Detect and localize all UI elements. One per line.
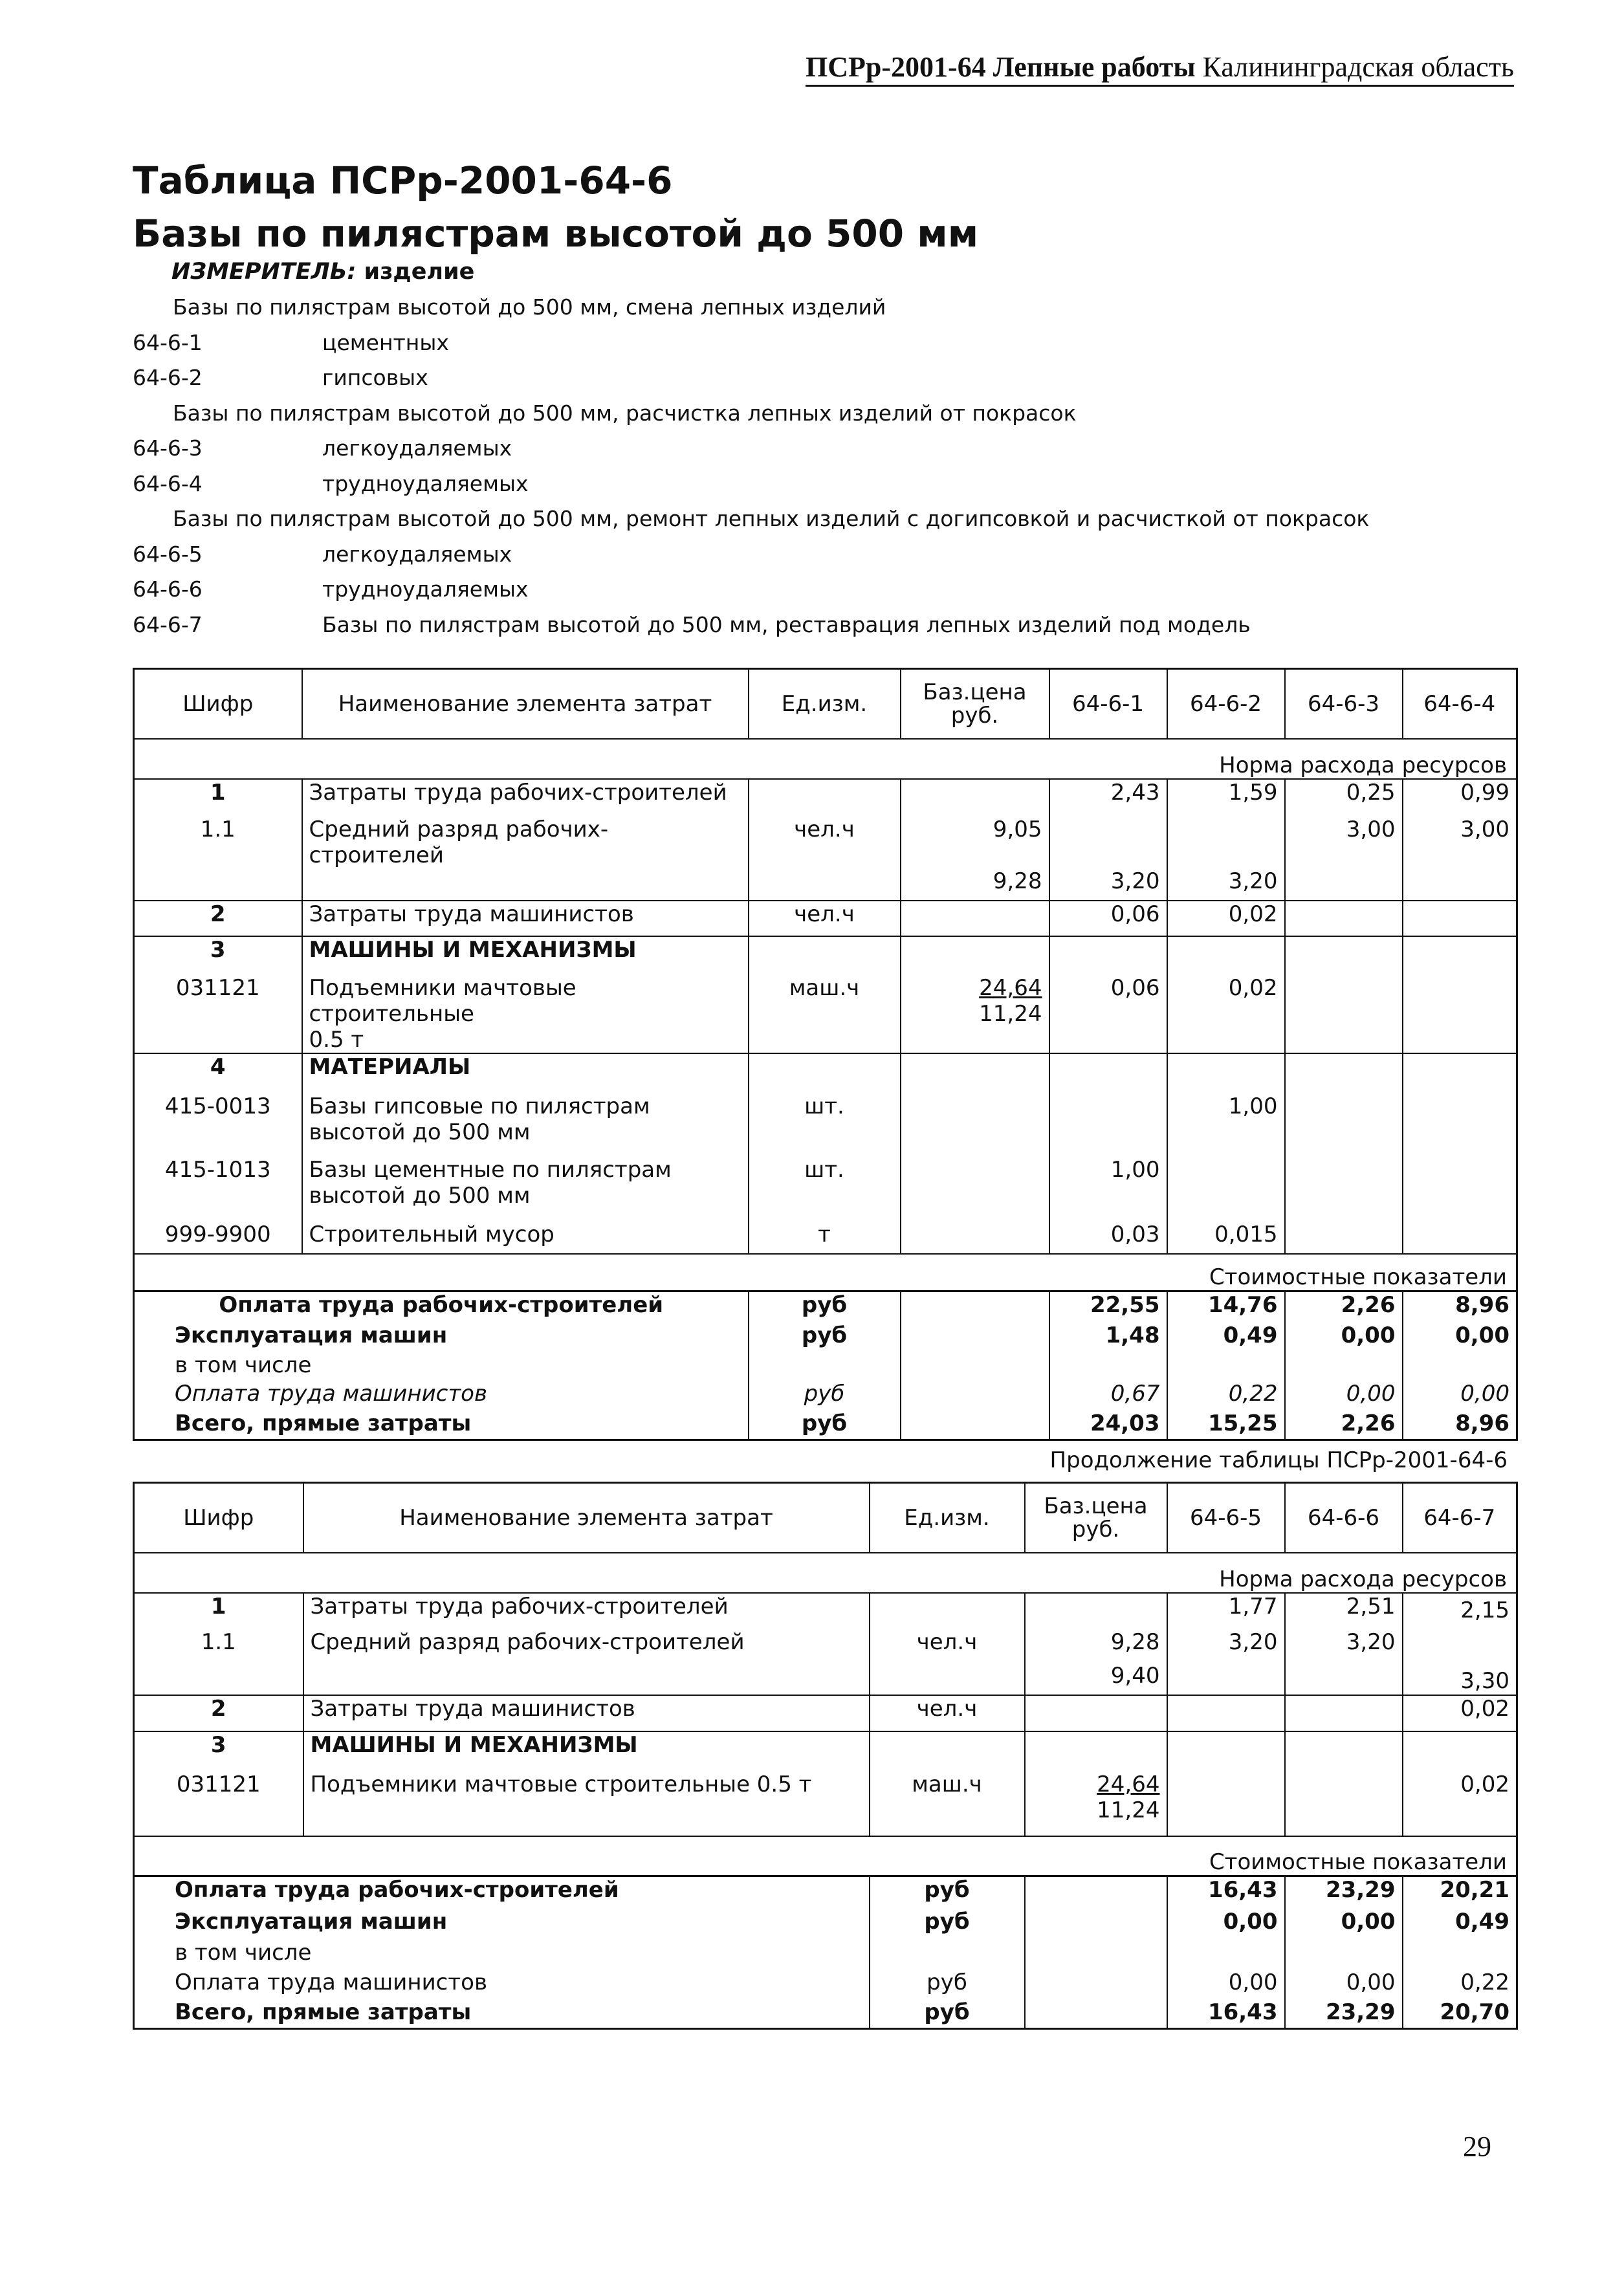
row-value-c4 xyxy=(1403,1222,1517,1254)
desc-group xyxy=(133,501,1491,537)
total-unit: руб xyxy=(749,1291,901,1322)
total-unit xyxy=(870,1940,1025,1969)
row-value-c3 xyxy=(1285,936,1403,975)
total-value-c1: 16,43 xyxy=(1167,1876,1285,1909)
row-unit xyxy=(749,868,901,901)
total-unit: руб xyxy=(749,1410,901,1440)
row-unit: маш.ч xyxy=(870,1772,1025,1836)
col-header-code: Шифр xyxy=(134,1483,303,1553)
col-header-64-6-5: 64-6-5 xyxy=(1167,1483,1285,1553)
row-code xyxy=(134,1663,303,1695)
total-value-c2: 23,29 xyxy=(1285,1876,1403,1909)
measure-unit-value: изделие xyxy=(364,259,475,285)
row-code: 1 xyxy=(134,1593,303,1629)
table-row xyxy=(134,779,1517,817)
desc-item xyxy=(133,360,1491,396)
row-name: Подъемники мачтовые строительные 0.5 т xyxy=(303,1772,870,1836)
row-price: 9,05 xyxy=(901,817,1049,868)
total-price xyxy=(901,1322,1049,1352)
desc-item-code: 64-6-1 xyxy=(133,329,203,355)
row-name-line1: Подъемники мачтовые строительные xyxy=(309,974,576,1027)
total-unit: руб xyxy=(749,1381,901,1410)
page-header xyxy=(806,50,1514,87)
total-name: в том числе xyxy=(134,1940,870,1969)
total-price xyxy=(1025,1969,1167,1999)
total-value-c2: 0,22 xyxy=(1167,1381,1285,1410)
total-row xyxy=(134,1322,1517,1352)
total-name: в том числе xyxy=(134,1352,749,1381)
row-value-c4 xyxy=(1403,1053,1517,1093)
measure-unit-label: ИЗМЕРИТЕЛЬ: xyxy=(171,259,357,285)
row-value-c2: 0,02 xyxy=(1167,901,1285,936)
description-list xyxy=(133,290,1491,642)
row-unit: т xyxy=(749,1222,901,1254)
desc-group xyxy=(133,396,1491,432)
header-work: Лепные работы xyxy=(993,51,1196,83)
resource-table-2 xyxy=(133,1482,1518,2030)
desc-item xyxy=(133,466,1491,502)
total-value-c2: 0,49 xyxy=(1167,1322,1285,1352)
row-value-c3 xyxy=(1285,1093,1403,1157)
desc-item xyxy=(133,431,1491,466)
col-header-code: Шифр xyxy=(134,669,302,739)
total-value-c2 xyxy=(1167,1352,1285,1381)
row-code: 4 xyxy=(134,1053,302,1093)
row-value-c2: 0,02 xyxy=(1167,975,1285,1053)
table-row xyxy=(134,975,1517,1053)
row-name-line2: 0.5 т xyxy=(309,1026,364,1053)
row-value-c2 xyxy=(1285,1663,1403,1695)
col-header-price xyxy=(1025,1483,1167,1553)
total-row xyxy=(134,1410,1517,1440)
page-title xyxy=(133,154,978,260)
row-unit: чел.ч xyxy=(749,901,901,936)
row-value-c1: 3,20 xyxy=(1049,868,1167,901)
total-unit: руб xyxy=(870,1999,1025,2029)
col-header-64-6-3: 64-6-3 xyxy=(1285,669,1403,739)
row-value-c3: 3,30 xyxy=(1403,1663,1517,1695)
total-value-c3: 20,70 xyxy=(1403,1999,1517,2029)
table-header-row xyxy=(134,1483,1517,1553)
table-row xyxy=(134,1772,1517,1836)
row-unit xyxy=(749,936,901,975)
row-value-c3: 0,02 xyxy=(1403,1695,1517,1731)
row-value-c3: 0,02 xyxy=(1403,1772,1517,1836)
total-value-c1: 0,00 xyxy=(1167,1969,1285,1999)
cost-caption: Стоимостные показатели xyxy=(134,1836,1517,1876)
total-value-c1: 1,48 xyxy=(1049,1322,1167,1352)
section-caption-row xyxy=(134,1836,1517,1876)
title-line-2: Базы по пилястрам высотой до 500 мм xyxy=(133,212,979,256)
total-price xyxy=(1025,1940,1167,1969)
row-value-c3 xyxy=(1285,1222,1403,1254)
col-header-64-6-1: 64-6-1 xyxy=(1049,669,1167,739)
row-unit xyxy=(870,1593,1025,1629)
desc-item-text: легкоудаляемых xyxy=(322,435,512,461)
total-price xyxy=(1025,1909,1167,1940)
row-price: 9,28 xyxy=(1025,1629,1167,1663)
row-value-c2: 1,00 xyxy=(1167,1093,1285,1157)
page-number: 29 xyxy=(1463,2131,1491,2162)
row-price xyxy=(901,1093,1049,1157)
table-row xyxy=(134,1222,1517,1254)
row-code: 1.1 xyxy=(134,817,302,868)
row-value-c1: 0,06 xyxy=(1049,901,1167,936)
row-value-c4 xyxy=(1403,868,1517,901)
total-value-c1: 24,03 xyxy=(1049,1410,1167,1440)
row-name: МАШИНЫ И МЕХАНИЗМЫ xyxy=(302,936,749,975)
row-value-c4: 0,99 xyxy=(1403,779,1517,817)
row-price xyxy=(901,975,1049,1053)
total-value-c2: 0,00 xyxy=(1285,1909,1403,1940)
total-price xyxy=(1025,1999,1167,2029)
total-row xyxy=(134,1381,1517,1410)
row-price xyxy=(1025,1593,1167,1629)
total-name: Оплата труда рабочих-строителей xyxy=(134,1291,749,1322)
row-unit: маш.ч xyxy=(749,975,901,1053)
row-name: Затраты труда машинистов xyxy=(303,1695,870,1731)
desc-item xyxy=(133,608,1491,643)
desc-group xyxy=(133,290,1491,325)
header-code: ПСРр-2001-64 xyxy=(806,51,986,83)
row-value-c3 xyxy=(1285,975,1403,1053)
row-value-c1: 0,03 xyxy=(1049,1222,1167,1254)
row-price-line1: 24,64 xyxy=(979,974,1042,1001)
total-value-c1: 16,43 xyxy=(1167,1999,1285,2029)
total-price xyxy=(901,1410,1049,1440)
row-name-line2: высотой до 500 мм xyxy=(309,1182,531,1209)
desc-group-text: Базы по пилястрам высотой до 500 мм, смена лепных изделий xyxy=(173,294,886,320)
row-price xyxy=(1025,1772,1167,1836)
row-unit xyxy=(749,779,901,817)
section-caption-row xyxy=(134,1254,1517,1291)
row-name xyxy=(302,975,749,1053)
total-name: Оплата труда машинистов xyxy=(134,1969,870,1999)
row-value-c3: 2,15 xyxy=(1403,1593,1517,1629)
total-unit: руб xyxy=(870,1969,1025,1999)
col-header-64-6-4: 64-6-4 xyxy=(1403,669,1517,739)
desc-item-code: 64-6-2 xyxy=(133,365,203,390)
total-name: Эксплуатация машин xyxy=(134,1322,749,1352)
row-name xyxy=(303,1663,870,1695)
row-value-c2 xyxy=(1285,1695,1403,1731)
col-header-price-line1: Баз.цена xyxy=(1044,1493,1148,1519)
total-value-c1 xyxy=(1167,1940,1285,1969)
row-name xyxy=(302,1093,749,1157)
row-name xyxy=(302,1157,749,1222)
row-name-line1: Базы цементные по пилястрам xyxy=(309,1156,672,1183)
row-code: 031121 xyxy=(134,1772,303,1836)
col-header-64-6-2: 64-6-2 xyxy=(1167,669,1285,739)
row-value-c2 xyxy=(1285,1772,1403,1836)
total-value-c3: 0,00 xyxy=(1285,1381,1403,1410)
row-value-c2 xyxy=(1167,1157,1285,1222)
row-value-c1 xyxy=(1167,1772,1285,1836)
col-header-unit: Ед.изм. xyxy=(749,669,901,739)
row-name-line2: высотой до 500 мм xyxy=(309,1119,531,1145)
total-price xyxy=(901,1381,1049,1410)
table-row xyxy=(134,1593,1517,1629)
row-unit: шт. xyxy=(749,1093,901,1157)
row-code: 2 xyxy=(134,1695,303,1731)
row-price xyxy=(1025,1695,1167,1731)
row-unit xyxy=(870,1731,1025,1772)
row-unit: шт. xyxy=(749,1157,901,1222)
row-value-c4: 3,00 xyxy=(1403,817,1517,868)
cost-caption: Стоимостные показатели xyxy=(134,1254,1517,1291)
total-value-c2 xyxy=(1285,1940,1403,1969)
section-caption-row xyxy=(134,1553,1517,1593)
row-value-c1 xyxy=(1049,1053,1167,1093)
row-price xyxy=(901,936,1049,975)
row-price-line2: 11,24 xyxy=(979,1000,1042,1027)
col-header-price-line1: Баз.цена xyxy=(923,679,1027,705)
total-value-c3: 0,00 xyxy=(1285,1322,1403,1352)
row-name: Затраты труда рабочих-строителей xyxy=(302,779,749,817)
table-row xyxy=(134,1629,1517,1663)
total-value-c1: 22,55 xyxy=(1049,1291,1167,1322)
row-unit xyxy=(749,1053,901,1093)
total-value-c1 xyxy=(1049,1352,1167,1381)
total-price xyxy=(901,1352,1049,1381)
row-code: 3 xyxy=(134,1731,303,1772)
row-code: 415-1013 xyxy=(134,1157,302,1222)
row-value-c1 xyxy=(1167,1695,1285,1731)
col-header-64-6-7: 64-6-7 xyxy=(1403,1483,1517,1553)
total-name: Всего, прямые затраты xyxy=(134,1410,749,1440)
row-value-c2: 1,59 xyxy=(1167,779,1285,817)
total-name: Оплата труда машинистов xyxy=(134,1381,749,1410)
title-line-1: Таблица ПСРр-2001-64-6 xyxy=(133,159,673,203)
row-name: МАТЕРИАЛЫ xyxy=(302,1053,749,1093)
row-price xyxy=(901,1222,1049,1254)
table-row xyxy=(134,817,1517,868)
table-header-row xyxy=(134,669,1517,739)
row-price-line2: 11,24 xyxy=(1097,1797,1160,1823)
row-value-c4 xyxy=(1403,1157,1517,1222)
row-name: Строительный мусор xyxy=(302,1222,749,1254)
row-unit: чел.ч xyxy=(749,817,901,868)
col-header-64-6-6: 64-6-6 xyxy=(1285,1483,1403,1553)
total-value-c4: 8,96 xyxy=(1403,1410,1517,1440)
row-code: 415-0013 xyxy=(134,1093,302,1157)
row-price xyxy=(901,1053,1049,1093)
header-region: Калининградская область xyxy=(1202,51,1514,83)
total-price xyxy=(901,1291,1049,1322)
total-value-c3: 2,26 xyxy=(1285,1410,1403,1440)
total-row xyxy=(134,1969,1517,1999)
row-value-c3 xyxy=(1285,1157,1403,1222)
row-price xyxy=(901,779,1049,817)
row-value-c1: 3,20 xyxy=(1167,1629,1285,1663)
row-unit: чел.ч xyxy=(870,1629,1025,1663)
table-row xyxy=(134,901,1517,936)
row-value-c2: 0,015 xyxy=(1167,1222,1285,1254)
total-unit: руб xyxy=(870,1876,1025,1909)
continuation-caption: Продолжение таблицы ПСРр-2001-64-6 xyxy=(1049,1447,1508,1473)
row-value-c1 xyxy=(1167,1731,1285,1772)
row-value-c1 xyxy=(1049,1093,1167,1157)
total-name: Всего, прямые затраты xyxy=(134,1999,870,2029)
row-name: Затраты труда машинистов xyxy=(302,901,749,936)
total-value-c3: 2,26 xyxy=(1285,1291,1403,1322)
desc-item-text: цементных xyxy=(322,329,449,355)
row-value-c1: 2,43 xyxy=(1049,779,1167,817)
table-row xyxy=(134,1695,1517,1731)
total-value-c2: 14,76 xyxy=(1167,1291,1285,1322)
desc-group-text: Базы по пилястрам высотой до 500 мм, расчистка лепных изделий от покрасок xyxy=(173,400,1077,426)
total-value-c2: 23,29 xyxy=(1285,1999,1403,2029)
row-code: 2 xyxy=(134,901,302,936)
table-row xyxy=(134,1093,1517,1157)
row-name-line1: Базы гипсовые по пилястрам xyxy=(309,1093,650,1119)
row-value-c3: 0,25 xyxy=(1285,779,1403,817)
total-value-c2: 0,00 xyxy=(1285,1969,1403,1999)
row-unit xyxy=(870,1663,1025,1695)
desc-item xyxy=(133,325,1491,361)
desc-item-code: 64-6-3 xyxy=(133,435,203,461)
row-value-c2 xyxy=(1167,1053,1285,1093)
total-name: Эксплуатация машин xyxy=(134,1909,870,1940)
desc-item-code: 64-6-5 xyxy=(133,541,203,567)
row-value-c3 xyxy=(1403,1731,1517,1772)
desc-item-code: 64-6-6 xyxy=(133,576,203,602)
row-code: 031121 xyxy=(134,975,302,1053)
table-row xyxy=(134,1731,1517,1772)
row-code: 1 xyxy=(134,779,302,817)
total-row xyxy=(134,1291,1517,1322)
row-value-c4 xyxy=(1403,1093,1517,1157)
desc-item xyxy=(133,537,1491,573)
norm-caption: Норма расхода ресурсов xyxy=(134,1553,1517,1593)
row-price xyxy=(901,901,1049,936)
desc-item-text: трудноудаляемых xyxy=(322,576,529,602)
measure-unit xyxy=(171,259,474,285)
col-header-price xyxy=(901,669,1049,739)
col-header-price-line2: руб. xyxy=(950,702,999,729)
col-header-name: Наименование элемента затрат xyxy=(302,669,749,739)
total-row xyxy=(134,1876,1517,1909)
row-value-c4 xyxy=(1403,901,1517,936)
norm-caption: Норма расхода ресурсов xyxy=(134,739,1517,779)
row-value-c3: 3,00 xyxy=(1285,817,1403,868)
total-value-c1: 0,67 xyxy=(1049,1381,1167,1410)
total-row xyxy=(134,1909,1517,1940)
row-price xyxy=(1025,1731,1167,1772)
row-value-c2 xyxy=(1167,817,1285,868)
desc-item-text: гипсовых xyxy=(322,365,428,390)
row-price xyxy=(901,1157,1049,1222)
row-code xyxy=(134,868,302,901)
total-value-c2: 15,25 xyxy=(1167,1410,1285,1440)
table-row xyxy=(134,1053,1517,1093)
total-value-c3: 0,22 xyxy=(1403,1969,1517,1999)
row-name xyxy=(302,868,749,901)
row-value-c3 xyxy=(1285,868,1403,901)
total-value-c4 xyxy=(1403,1352,1517,1381)
resource-table-1 xyxy=(133,668,1518,1441)
col-header-price-line2: руб. xyxy=(1071,1516,1120,1542)
desc-group-text: Базы по пилястрам высотой до 500 мм, ремонт лепных изделий с догипсовкой и расчисткой от покрасок xyxy=(173,506,1370,531)
row-value-c1: 0,06 xyxy=(1049,975,1167,1053)
total-value-c3 xyxy=(1285,1352,1403,1381)
table-row xyxy=(134,1157,1517,1222)
row-name: Средний разряд рабочих-строителей xyxy=(302,817,749,868)
row-code: 1.1 xyxy=(134,1629,303,1663)
total-value-c4: 8,96 xyxy=(1403,1291,1517,1322)
row-value-c3 xyxy=(1285,1053,1403,1093)
desc-item-text: легкоудаляемых xyxy=(322,541,512,567)
col-header-unit: Ед.изм. xyxy=(870,1483,1025,1553)
row-price-line1: 24,64 xyxy=(1097,1771,1160,1797)
row-value-c2: 3,20 xyxy=(1167,868,1285,901)
total-price xyxy=(1025,1876,1167,1909)
table-row xyxy=(134,868,1517,901)
section-caption-row xyxy=(134,739,1517,779)
total-row xyxy=(134,1940,1517,1969)
total-row xyxy=(134,1352,1517,1381)
row-code: 999-9900 xyxy=(134,1222,302,1254)
row-value-c2 xyxy=(1285,1731,1403,1772)
desc-item-code: 64-6-7 xyxy=(133,611,203,637)
row-name: Средний разряд рабочих-строителей xyxy=(303,1629,870,1663)
total-value-c3: 20,21 xyxy=(1403,1876,1517,1909)
table-row xyxy=(134,1663,1517,1695)
desc-item-text: Базы по пилястрам высотой до 500 мм, реставрация лепных изделий под модель xyxy=(322,611,1251,637)
row-name: Затраты труда рабочих-строителей xyxy=(303,1593,870,1629)
row-value-c2: 3,20 xyxy=(1285,1629,1403,1663)
total-unit: руб xyxy=(870,1909,1025,1940)
row-value-c3 xyxy=(1285,901,1403,936)
row-value-c2: 2,51 xyxy=(1285,1593,1403,1629)
total-unit xyxy=(749,1352,901,1381)
total-unit: руб xyxy=(749,1322,901,1352)
desc-item xyxy=(133,572,1491,608)
row-value-c3 xyxy=(1403,1629,1517,1663)
row-value-c4 xyxy=(1403,936,1517,975)
total-row xyxy=(134,1999,1517,2029)
table-row xyxy=(134,936,1517,975)
row-price: 9,40 xyxy=(1025,1663,1167,1695)
row-value-c1 xyxy=(1049,817,1167,868)
row-code: 3 xyxy=(134,936,302,975)
total-value-c3 xyxy=(1403,1940,1517,1969)
row-value-c1 xyxy=(1167,1663,1285,1695)
total-value-c3: 0,49 xyxy=(1403,1909,1517,1940)
row-unit: чел.ч xyxy=(870,1695,1025,1731)
row-value-c1 xyxy=(1049,936,1167,975)
total-name: Оплата труда рабочих-строителей xyxy=(134,1876,870,1909)
col-header-name: Наименование элемента затрат xyxy=(303,1483,870,1553)
desc-item-text: трудноудаляемых xyxy=(322,470,529,496)
row-price: 9,28 xyxy=(901,868,1049,901)
total-value-c4: 0,00 xyxy=(1403,1322,1517,1352)
row-value-c1: 1,77 xyxy=(1167,1593,1285,1629)
row-value-c1: 1,00 xyxy=(1049,1157,1167,1222)
row-value-c4 xyxy=(1403,975,1517,1053)
total-value-c1: 0,00 xyxy=(1167,1909,1285,1940)
row-value-c2 xyxy=(1167,936,1285,975)
row-name: МАШИНЫ И МЕХАНИЗМЫ xyxy=(303,1731,870,1772)
desc-item-code: 64-6-4 xyxy=(133,470,203,496)
total-value-c4: 0,00 xyxy=(1403,1381,1517,1410)
